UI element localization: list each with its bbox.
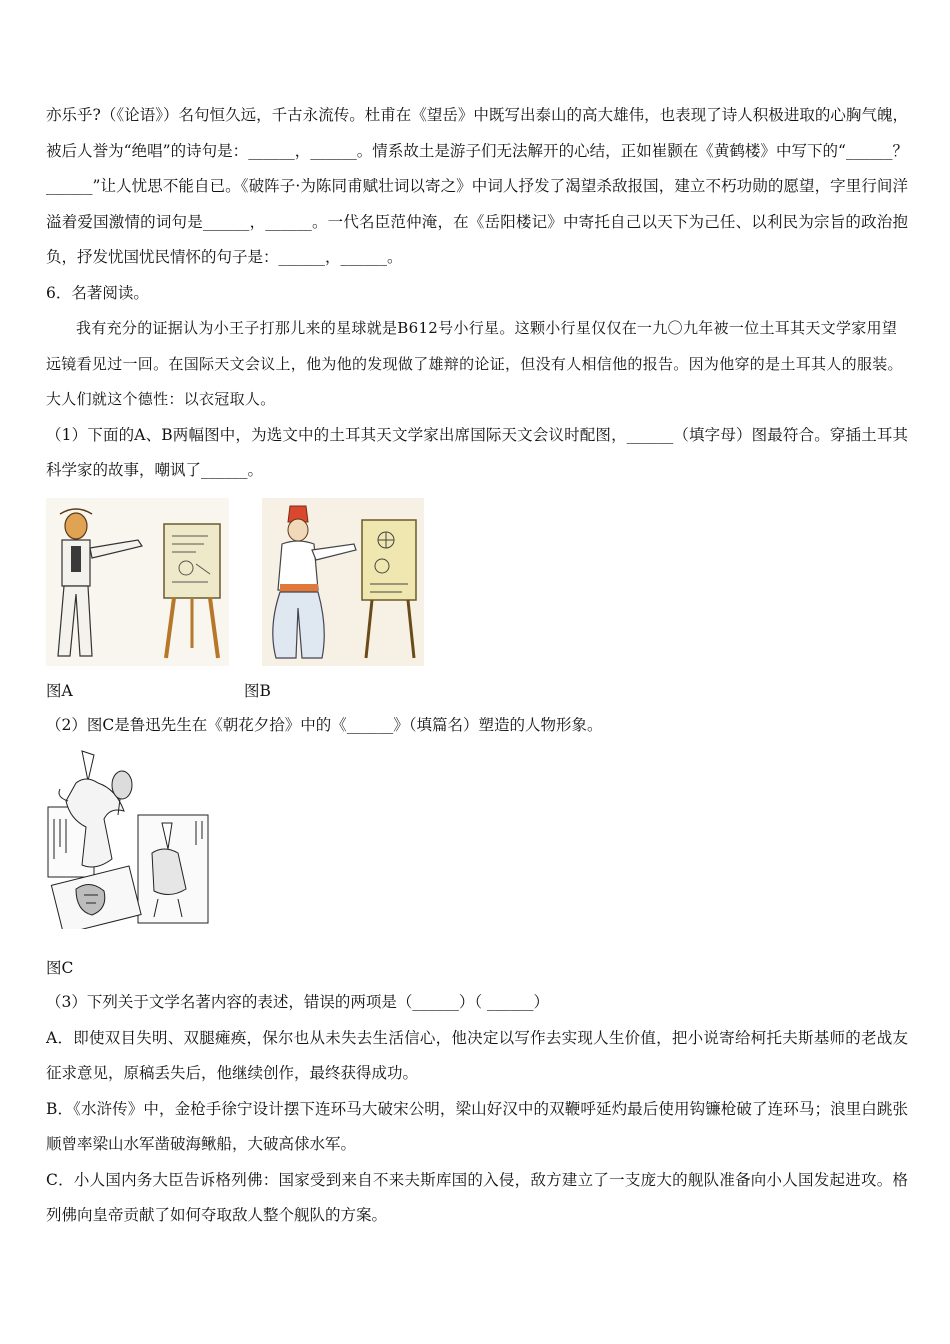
poem-question-text xyxy=(46,98,908,276)
option-c: C．小人国内务大臣告诉格列佛：国家受到来自不来夫斯库国的入侵，敌方建立了一支庞大的舰队准备向小人国发起进攻。格列佛向皇帝贡献了如何夺取敌人整个舰队的方案。 xyxy=(46,1170,908,1224)
question-6-1: （1）下面的A、B两幅图中，为选文中的土耳其天文学家出席国际天文会议时配图，______（填字母）图最符合。穿插土耳其科学家的故事，嘲讽了______。 xyxy=(46,425,908,479)
figure-c-caption: 图C xyxy=(46,959,74,977)
figure-b-caption: 图B xyxy=(244,681,271,700)
text-line: 中写下的“______？______”让人忧思不能自已。《破阵子·为陈同甫赋壮词以寄之》中词人抒发了渴望杀敌报国，建 xyxy=(46,141,908,195)
figure-a-illustration xyxy=(46,498,229,666)
option-b: B．《水浒传》中，金枪手徐宁设计摆下连环马大破宋公明，梁山好汉中的双鞭呼延灼最后使用钩镰枪破了连环马；浪里白跳张顺曾率梁山水军凿破海鳅船，大破高俅水军。 xyxy=(46,1099,908,1153)
excerpt-paragraph: 我有充分的证据认为小王子打那儿来的星球就是B612号小行星。这颗小行星仅仅在一九〇九年被一位土耳其天文学家用望远镜看见过一回。在国际天文会议上，他为他的发现做了雄辩的论证，但没有人相信他的报告。因为他穿的是土耳其人的服装。大人们就这个德性：以衣冠取人。 xyxy=(46,319,903,408)
text-line: 胸气魄，被后人誉为“绝唱”的诗句是：______，______。情系故土是游子们无法解开的心结，正如崔颢在《黄鹤楼》 xyxy=(46,106,908,160)
text-line: 亦乐乎?（《论语》）名句恒久远，千古永流传。杜甫在《望岳》中既写出泰山的高大雄伟，也表现了诗人积极进取的心 xyxy=(46,106,846,124)
figure-c-illustration xyxy=(46,749,210,929)
text-line: 立不朽功勋的愿望，字里行间洋溢着爱国激情的词句是______，______。一代名臣范仲淹，在《岳阳楼记》中寄托自己 xyxy=(46,177,908,231)
figure-a-caption: 图A xyxy=(46,681,73,700)
figure-caption-row xyxy=(46,674,908,708)
question-6-3: （3）下列关于文学名著内容的表述，错误的两项是（______）（ ______） xyxy=(46,993,550,1011)
question-6-2: （2）图C是鲁迅先生在《朝花夕拾》中的《______》（填篇名）塑造的人物形象。 xyxy=(46,715,603,734)
figure-row-ab xyxy=(46,498,908,674)
option-a: A．即使双目失明、双腿瘫痪，保尔也从未失去生活信心，他决定以写作去实现人生价值，把小说寄给柯托夫斯基师的老战友征求意见，原稿丢失后，他继续创作，最终获得成功。 xyxy=(46,1028,908,1082)
figure-b-illustration xyxy=(262,498,424,666)
text-line: 以天下为己任、以利民为宗旨的政治抱负，抒发忧国忧民情怀的句子是：______，______。 xyxy=(46,212,908,266)
document-page xyxy=(46,98,908,1234)
question-6-title: 6．名著阅读。 xyxy=(46,283,149,302)
